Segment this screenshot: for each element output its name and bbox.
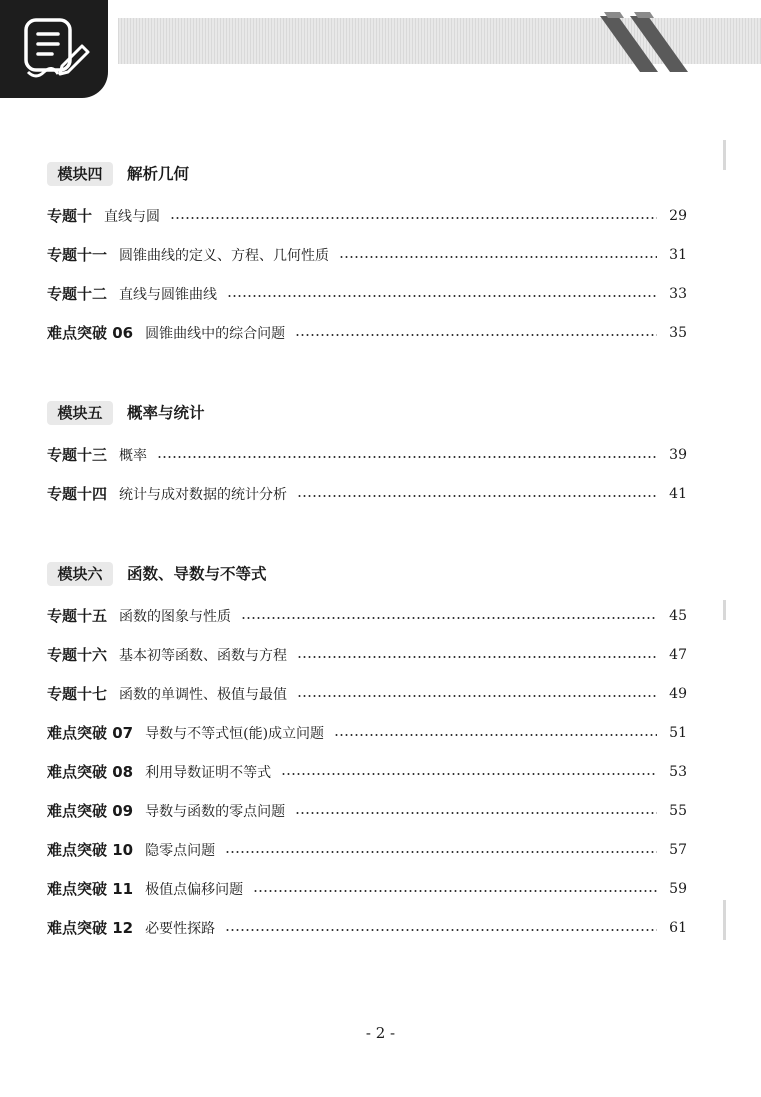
toc-entry-label: 难点突破 10 xyxy=(47,841,134,859)
scan-mark xyxy=(723,140,726,170)
toc-entry[interactable] xyxy=(47,196,687,235)
module-head xyxy=(47,562,687,588)
toc-entry[interactable] xyxy=(47,830,687,869)
toc-entry-title: 直线与圆锥曲线 xyxy=(119,286,218,303)
toc-entry-label: 难点突破 08 xyxy=(47,763,134,781)
module-section-6 xyxy=(47,562,687,947)
dot-leader xyxy=(295,812,657,814)
toc-entry-page: 55 xyxy=(669,802,687,819)
toc-entry[interactable] xyxy=(47,752,687,791)
toc-entry-page: 39 xyxy=(669,446,687,463)
toc-entry-page: 31 xyxy=(669,246,687,263)
dot-leader xyxy=(334,734,657,736)
toc-entry[interactable] xyxy=(47,596,687,635)
toc-entry-page: 47 xyxy=(669,646,687,663)
toc-entry-page: 35 xyxy=(669,324,687,341)
toc-entry-title: 统计与成对数据的统计分析 xyxy=(119,486,288,503)
module-title: 概率与统计 xyxy=(127,404,205,422)
toc-entry-label: 专题十 xyxy=(47,207,93,225)
toc-entry-title: 函数的单调性、极值与最值 xyxy=(119,686,288,703)
toc-entry-title: 利用导数证明不等式 xyxy=(145,764,272,781)
toc-entry[interactable] xyxy=(47,908,687,947)
toc-entry-title: 隐零点问题 xyxy=(145,842,216,859)
toc-entry-title: 导数与不等式恒(能)成立问题 xyxy=(145,725,325,742)
dot-leader xyxy=(225,929,657,931)
toc-entry[interactable] xyxy=(47,435,687,474)
toc-entry-label: 专题十二 xyxy=(47,285,108,303)
module-section-5 xyxy=(47,401,687,513)
toc-entry[interactable] xyxy=(47,674,687,713)
toc-entry-page: 33 xyxy=(669,285,687,302)
toc-entry-label: 专题十六 xyxy=(47,646,108,664)
header-band xyxy=(0,0,761,100)
module-title: 函数、导数与不等式 xyxy=(127,565,267,583)
toc-entry-title: 导数与函数的零点问题 xyxy=(145,803,286,820)
toc-entry-title: 必要性探路 xyxy=(145,920,216,937)
page-number: - 2 - xyxy=(365,1024,396,1042)
toc-entry-page: 45 xyxy=(669,607,687,624)
toc-entry-page: 29 xyxy=(669,207,687,224)
toc-entry-page: 59 xyxy=(669,880,687,897)
toc-entry-label: 难点突破 06 xyxy=(47,324,134,342)
toc-entry-label: 专题十五 xyxy=(47,607,108,625)
toc-entry-title: 极值点偏移问题 xyxy=(145,881,244,898)
toc-entry-page: 57 xyxy=(669,841,687,858)
dot-leader xyxy=(225,851,657,853)
toc-entry-title: 圆锥曲线中的综合问题 xyxy=(145,325,286,342)
toc-entry[interactable] xyxy=(47,235,687,274)
toc-entry-page: 53 xyxy=(669,763,687,780)
toc-entry[interactable] xyxy=(47,635,687,674)
dot-leader xyxy=(297,695,657,697)
toc-entry-label: 难点突破 07 xyxy=(47,724,134,742)
toc-entry-page: 41 xyxy=(669,485,687,502)
toc-entry-page: 49 xyxy=(669,685,687,702)
toc-entry-label: 难点突破 09 xyxy=(47,802,134,820)
toc-entry[interactable] xyxy=(47,313,687,352)
module-badge: 模块五 xyxy=(47,401,113,425)
dot-leader xyxy=(157,456,657,458)
toc-entry[interactable] xyxy=(47,791,687,830)
dot-leader xyxy=(297,656,657,658)
toc-entry-label: 专题十三 xyxy=(47,446,108,464)
toc-entry-title: 函数的图象与性质 xyxy=(119,608,232,625)
toc-entry-label: 专题十七 xyxy=(47,685,108,703)
module-title: 解析几何 xyxy=(127,165,190,183)
dot-leader xyxy=(295,334,657,336)
scan-mark xyxy=(723,600,726,620)
toc-entry[interactable] xyxy=(47,274,687,313)
toc-entry-label: 专题十一 xyxy=(47,246,108,264)
toc-entry-title: 圆锥曲线的定义、方程、几何性质 xyxy=(119,247,330,264)
toc-entry-label: 难点突破 11 xyxy=(47,880,134,898)
module-head xyxy=(47,401,687,427)
toc-entry[interactable] xyxy=(47,869,687,908)
dot-leader xyxy=(253,890,657,892)
notepad-pen-icon xyxy=(0,0,108,98)
dot-leader xyxy=(297,495,657,497)
module-badge: 模块四 xyxy=(47,162,113,186)
header-icon-box xyxy=(0,0,108,98)
module-section-4 xyxy=(47,162,687,352)
toc-entry[interactable] xyxy=(47,474,687,513)
toc-entry-label: 专题十四 xyxy=(47,485,108,503)
dot-leader xyxy=(170,217,657,219)
toc-entry-title: 基本初等函数、函数与方程 xyxy=(119,647,288,664)
toc-entry-page: 51 xyxy=(669,724,687,741)
chevrons-icon xyxy=(590,8,700,80)
dot-leader xyxy=(281,773,657,775)
dot-leader xyxy=(241,617,657,619)
module-badge: 模块六 xyxy=(47,562,113,586)
module-head xyxy=(47,162,687,188)
scan-mark xyxy=(723,900,726,940)
toc-entry[interactable] xyxy=(47,713,687,752)
toc-entry-title: 直线与圆 xyxy=(104,208,161,225)
dot-leader xyxy=(339,256,657,258)
toc-entry-title: 概率 xyxy=(119,447,148,464)
dot-leader xyxy=(227,295,657,297)
toc-entry-page: 61 xyxy=(669,919,687,936)
toc-entry-label: 难点突破 12 xyxy=(47,919,134,937)
